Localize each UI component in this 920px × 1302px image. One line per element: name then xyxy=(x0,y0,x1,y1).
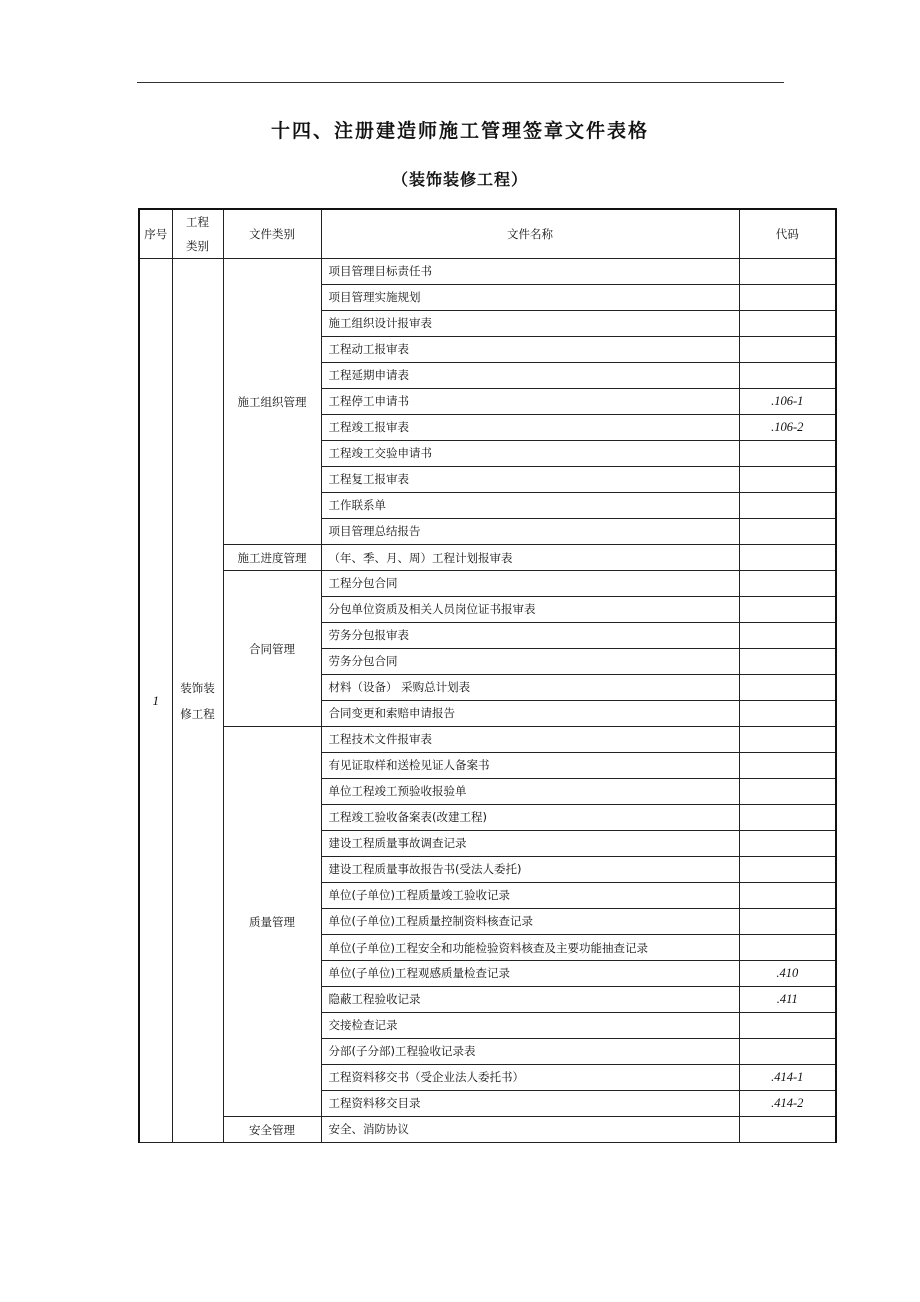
code-cell xyxy=(739,1039,836,1065)
table-row xyxy=(139,727,836,753)
code-cell xyxy=(739,467,836,493)
code-cell xyxy=(739,597,836,623)
file-name-cell: 工程竣工报审表 xyxy=(321,415,739,441)
project-type-cell: 装饰装修工程 xyxy=(172,259,223,1143)
file-name-cell: 单位工程竣工预验收报验单 xyxy=(321,779,739,805)
page-subtitle: （装饰装修工程） xyxy=(391,170,528,189)
file-name-cell: 工程延期申请表 xyxy=(321,363,739,389)
page-title: 十四、注册建造师施工管理签章文件表格 xyxy=(270,120,649,142)
file-name-cell: 工程分包合同 xyxy=(321,571,739,597)
top-rule xyxy=(137,82,784,83)
file-name-cell: 分包单位资质及相关人员岗位证书报审表 xyxy=(321,597,739,623)
code-cell xyxy=(739,441,836,467)
table-row xyxy=(139,1117,836,1143)
table-body xyxy=(139,259,836,1143)
table-row xyxy=(139,259,836,285)
file-name-cell: 工程动工报审表 xyxy=(321,337,739,363)
file-name-cell: 劳务分包合同 xyxy=(321,649,739,675)
code-cell xyxy=(739,519,836,545)
file-name-cell: 施工组织设计报审表 xyxy=(321,311,739,337)
file-name-cell: 交接检查记录 xyxy=(321,1013,739,1039)
code-cell: .414-1 xyxy=(739,1065,836,1091)
table-row xyxy=(139,545,836,571)
code-cell xyxy=(739,1117,836,1143)
code-cell xyxy=(739,909,836,935)
code-cell xyxy=(739,649,836,675)
file-name-cell: 有见证取样和送检见证人备案书 xyxy=(321,753,739,779)
header-code: 代码 xyxy=(739,209,836,259)
file-name-cell: 材料（设备） 采购总计划表 xyxy=(321,675,739,701)
code-cell xyxy=(739,1013,836,1039)
file-name-cell: 项目管理实施规划 xyxy=(321,285,739,311)
file-name-cell: 工程资料移交目录 xyxy=(321,1091,739,1117)
code-cell xyxy=(739,363,836,389)
file-name-cell: 安全、消防协议 xyxy=(321,1117,739,1143)
code-cell xyxy=(739,623,836,649)
seq-cell: 1 xyxy=(139,259,172,1143)
code-cell xyxy=(739,285,836,311)
file-name-cell: 工程资料移交书（受企业法人委托书） xyxy=(321,1065,739,1091)
file-name-cell: 单位(子单位)工程质量控制资料核查记录 xyxy=(321,909,739,935)
code-cell xyxy=(739,571,836,597)
code-cell: .410 xyxy=(739,961,836,987)
code-cell: .414-2 xyxy=(739,1091,836,1117)
code-cell xyxy=(739,675,836,701)
code-cell xyxy=(739,831,836,857)
file-name-cell: 合同变更和索赔申请报告 xyxy=(321,701,739,727)
file-name-cell: 单位(子单位)工程质量竣工验收记录 xyxy=(321,883,739,909)
header-category: 文件类别 xyxy=(223,209,321,259)
file-name-cell: 工程复工报审表 xyxy=(321,467,739,493)
category-cell: 安全管理 xyxy=(223,1117,321,1143)
code-cell xyxy=(739,259,836,285)
file-name-cell: 工程竣工验收备案表(改建工程) xyxy=(321,805,739,831)
header-seq: 序号 xyxy=(139,209,172,259)
table-header-row xyxy=(139,209,836,259)
code-cell xyxy=(739,753,836,779)
category-cell: 施工进度管理 xyxy=(223,545,321,571)
file-name-cell: 项目管理总结报告 xyxy=(321,519,739,545)
category-cell: 合同管理 xyxy=(223,571,321,727)
file-name-cell: 隐蔽工程验收记录 xyxy=(321,987,739,1013)
file-name-cell: 单位(子单位)工程观感质量检查记录 xyxy=(321,961,739,987)
code-cell: .106-1 xyxy=(739,389,836,415)
code-cell xyxy=(739,701,836,727)
code-cell xyxy=(739,727,836,753)
file-name-cell: 建设工程质量事故调查记录 xyxy=(321,831,739,857)
file-name-cell: 工程竣工交验申请书 xyxy=(321,441,739,467)
code-cell xyxy=(739,935,836,961)
code-cell: .411 xyxy=(739,987,836,1013)
table-row xyxy=(139,571,836,597)
file-name-cell: 单位(子单位)工程安全和功能检验资料核查及主要功能抽查记录 xyxy=(321,935,739,961)
code-cell: .106-2 xyxy=(739,415,836,441)
file-name-cell: 项目管理目标责任书 xyxy=(321,259,739,285)
code-cell xyxy=(739,311,836,337)
category-cell: 质量管理 xyxy=(223,727,321,1117)
file-name-cell: 工作联系单 xyxy=(321,493,739,519)
file-name-cell: 工程技术文件报审表 xyxy=(321,727,739,753)
code-cell xyxy=(739,545,836,571)
file-name-cell: 分部(子分部)工程验收记录表 xyxy=(321,1039,739,1065)
code-cell xyxy=(739,883,836,909)
header-project: 工程类别 xyxy=(172,209,223,259)
code-cell xyxy=(739,805,836,831)
document-table xyxy=(138,208,837,1143)
code-cell xyxy=(739,493,836,519)
header-name: 文件名称 xyxy=(321,209,739,259)
file-name-cell: 工程停工申请书 xyxy=(321,389,739,415)
code-cell xyxy=(739,857,836,883)
code-cell xyxy=(739,337,836,363)
code-cell xyxy=(739,779,836,805)
file-name-cell: 建设工程质量事故报告书(受法人委托) xyxy=(321,857,739,883)
file-name-cell: 劳务分包报审表 xyxy=(321,623,739,649)
file-name-cell: （年、季、月、周）工程计划报审表 xyxy=(321,545,739,571)
category-cell: 施工组织管理 xyxy=(223,259,321,545)
